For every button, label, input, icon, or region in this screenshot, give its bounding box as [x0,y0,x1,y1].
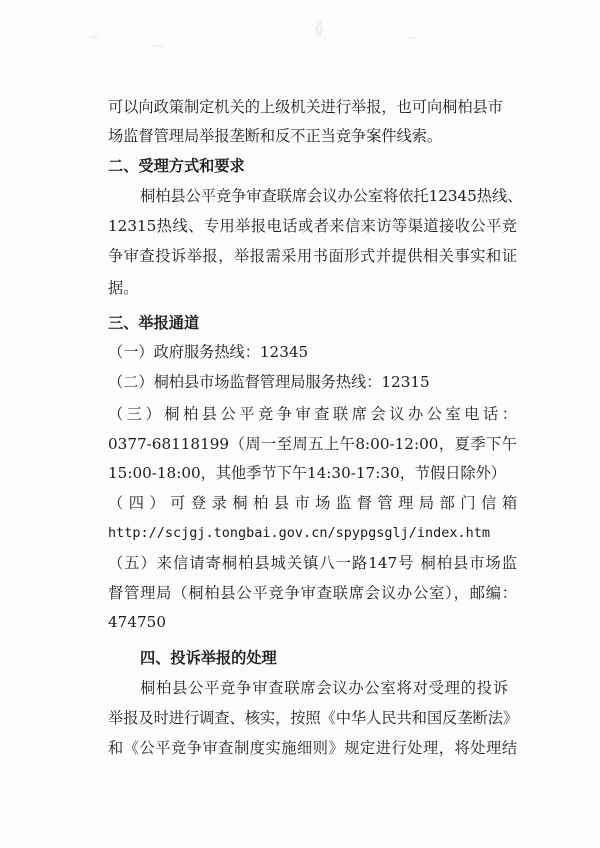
body-line: 0377-68118199（周一至周五上午8:00-12:00，夏季下午 [108,435,517,453]
body-line: 争审查投诉举报，举报需采用书面形式并提供相关事实和证 [108,247,517,265]
channel-item: （五）来信请寄桐柏县城关镇八一路147号 桐柏县市场监 [108,554,517,572]
body-line: 据。 [108,279,139,297]
body-line: 场监督管理局举报垄断和反不正当竞争案件线索。 [108,127,443,145]
body-line: 举报及时进行调查、核实，按照《中华人民共和国反垄断法》 [108,709,519,727]
body-line: 15:00-18:00，其他季节下午14:30-17:30，节假日除外） [108,464,506,482]
section-heading-4: 四、投诉举报的处理 [140,649,277,667]
channel-item: （四）可登录桐柏县市场监督管理局部门信箱 [108,494,517,512]
body-line: 和《公平竞争审查制度实施细则》规定进行处理，将处理结 [108,739,517,757]
body-line: 可以向政策制定机关的上级机关进行举报，也可向桐柏县市 [108,98,503,116]
body-line: 桐柏县公平竞争审查联席会议办公室将依托12345热线、 [140,187,523,205]
postcode: 474750 [108,613,166,631]
channel-item: （一）政府服务热线：12345 [108,343,309,361]
section-heading-2: 二、受理方式和要求 [108,157,245,175]
channel-item: （二）桐柏县市场监督管理局服务热线：12315 [108,373,430,391]
body-line: 12315热线、专用举报电话或者来信来访等渠道接收公平竞 [108,217,517,235]
mailbox-url: http://scjgj.tongbai.gov.cn/spypgsglj/index.htm [108,525,491,541]
body-line: 督管理局（桐柏县公平竞争审查联席会议办公室），邮编： [108,584,517,602]
body-line: 桐柏县公平竞争审查联席会议办公室将对受理的投诉 [140,679,508,697]
show-through-marks: ~ · — ╬ ∽ [88,22,417,54]
channel-item: （三）桐柏县公平竞争审查联席会议办公室电话： [108,405,517,423]
section-heading-3: 三、举报通道 [108,314,200,332]
